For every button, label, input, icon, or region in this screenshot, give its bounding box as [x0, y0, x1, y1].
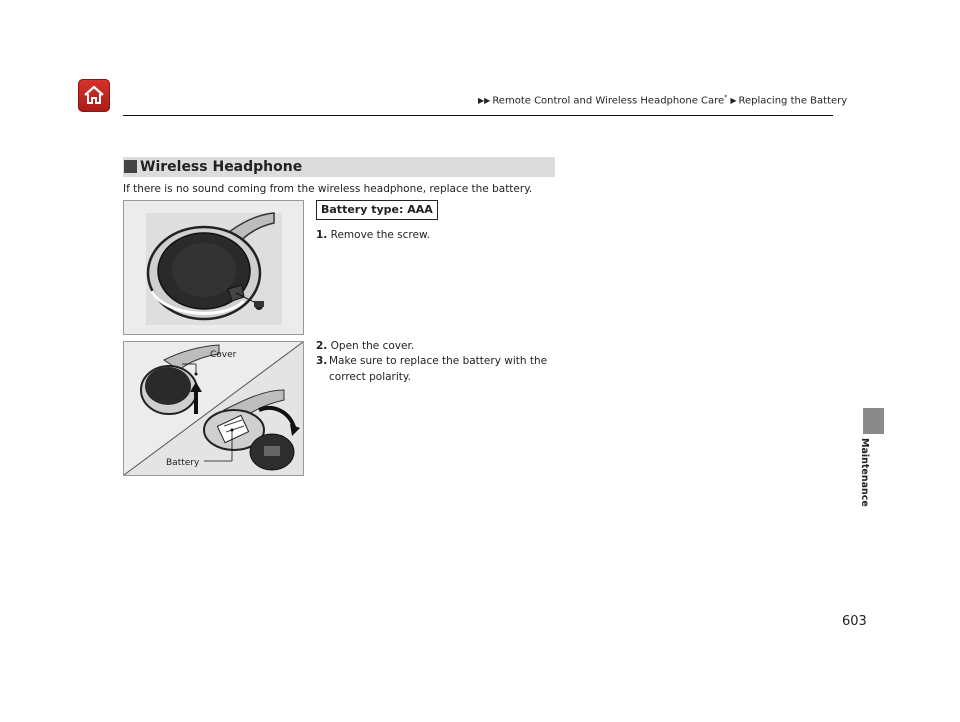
intro-text: If there is no sound coming from the wireless headphone, replace the battery. — [123, 183, 533, 195]
section-heading — [123, 157, 555, 177]
battery-type-box: Battery type: AAA — [316, 200, 438, 220]
step-text: Open the cover. — [330, 340, 415, 352]
triangle-right-icon: ▶▶ — [478, 96, 491, 106]
section-title: Wireless Headphone — [140, 159, 303, 175]
battery-callout-label: Battery — [166, 458, 200, 468]
open-cover-illustration — [124, 342, 303, 475]
step-number: 1. — [316, 229, 328, 241]
footnote-mark: * — [724, 94, 728, 101]
square-bullet-icon — [124, 160, 137, 173]
step-number: 2. — [316, 340, 328, 352]
cover-callout-label: Cover — [210, 350, 237, 360]
step-3 — [316, 353, 556, 385]
headphone-illustration — [124, 201, 303, 334]
page-number: 603 — [842, 614, 867, 629]
breadcrumb-part-1[interactable]: Remote Control and Wireless Headphone Care — [492, 95, 725, 107]
chapter-label: Maintenance — [859, 438, 870, 507]
breadcrumb — [478, 94, 847, 106]
step-1 — [316, 227, 430, 243]
figure-remove-screw — [123, 200, 304, 335]
chapter-tab[interactable] — [863, 408, 884, 434]
triangle-right-icon: ▶ — [730, 96, 737, 106]
breadcrumb-part-2[interactable]: Replacing the Battery — [738, 95, 848, 107]
step-text: Make sure to replace the battery with the correct polarity. — [329, 355, 548, 383]
home-button[interactable] — [78, 79, 110, 112]
figure-open-cover — [123, 341, 304, 476]
header-rule — [123, 115, 833, 116]
step-2 — [316, 338, 414, 354]
step-number: 3. — [316, 355, 328, 367]
home-icon — [82, 83, 106, 107]
step-text: Remove the screw. — [330, 229, 430, 241]
